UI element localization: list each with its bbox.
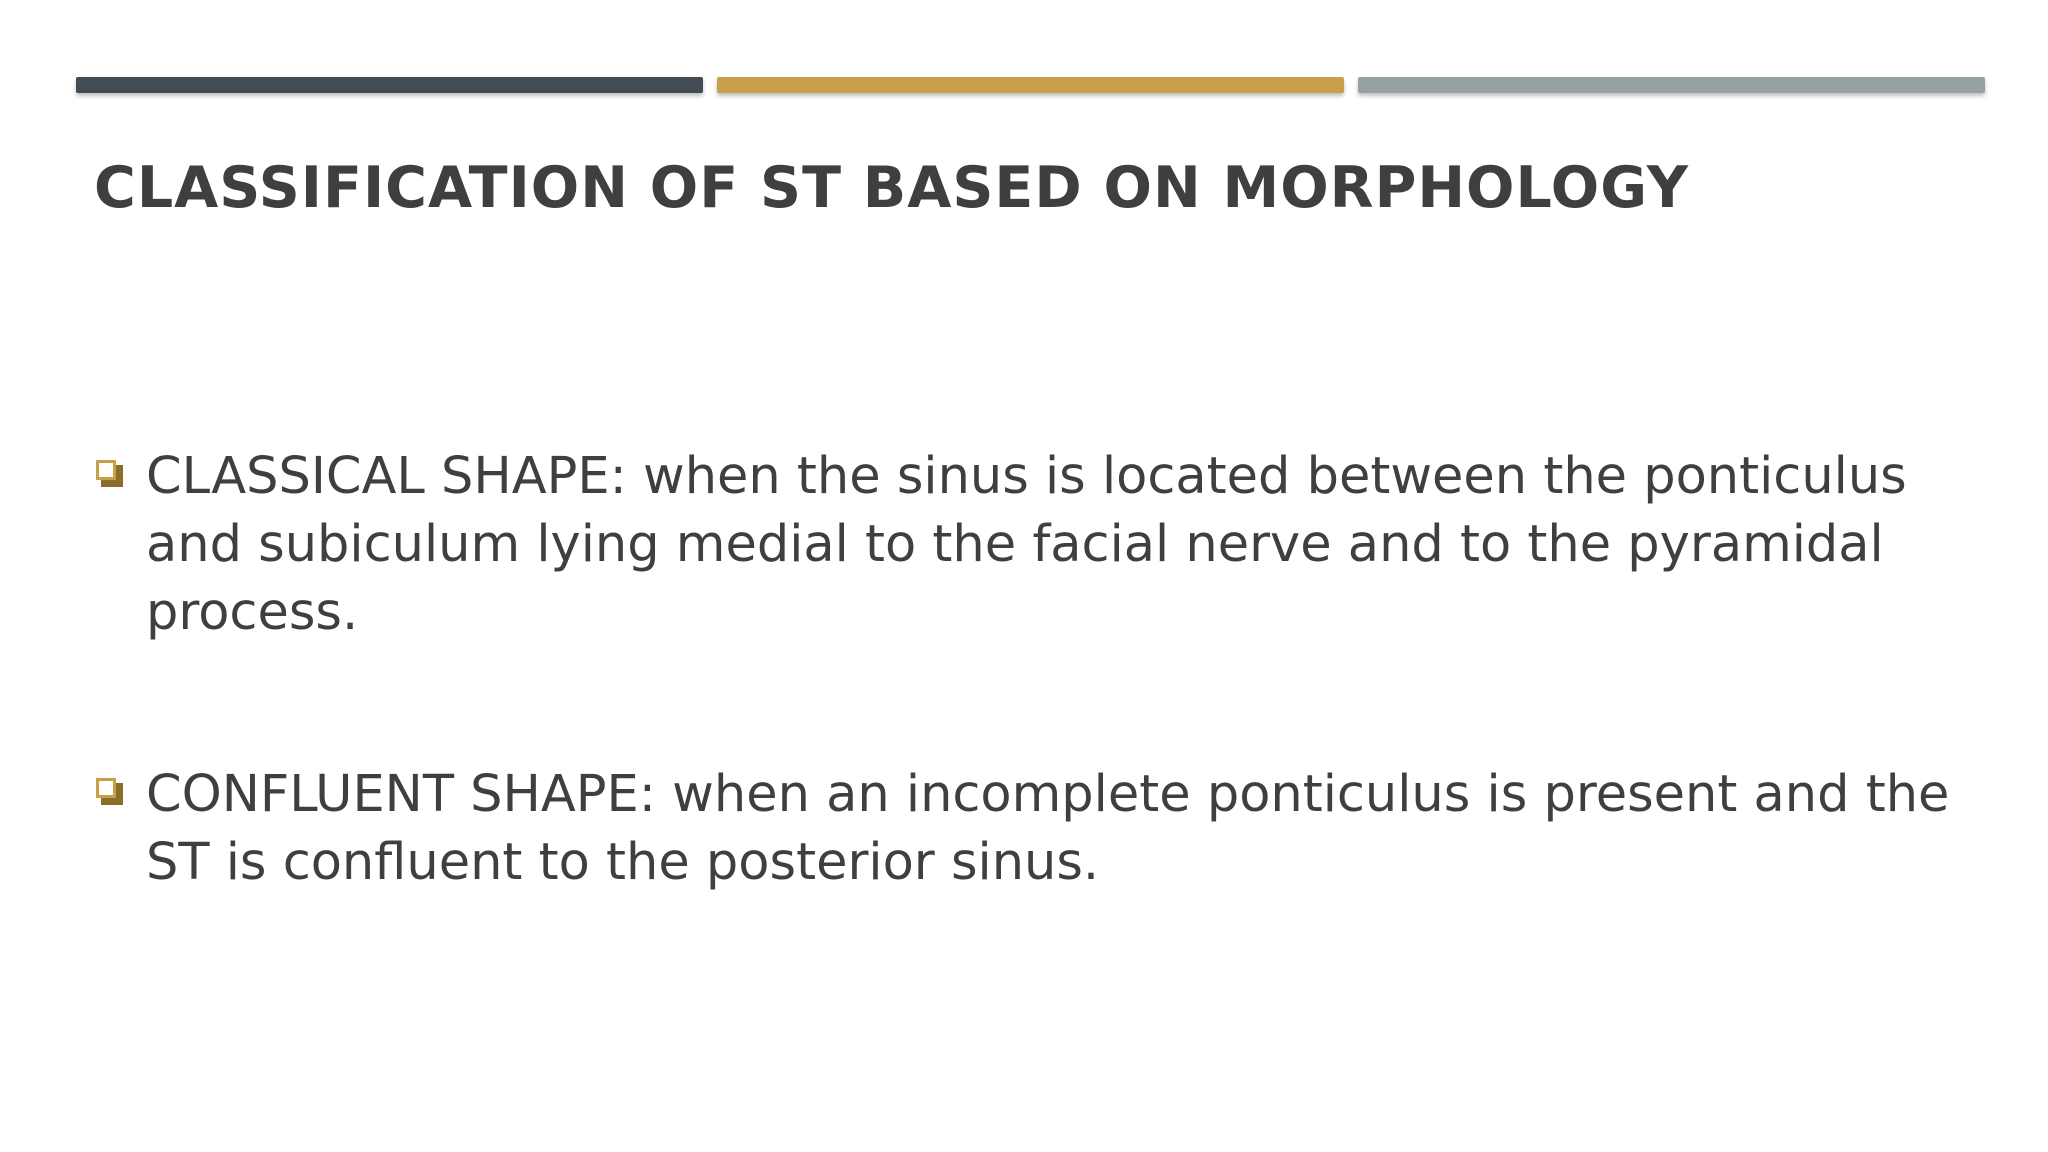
bullet-text: CLASSICAL SHAPE: when the sinus is located between the ponticulus and subiculum lying medial to the facial nerve and to the pyramidal process.	[146, 447, 1907, 642]
bullet-item-confluent-shape	[96, 761, 1996, 897]
bullet-item-classical-shape	[96, 443, 1996, 647]
accent-bar-dark	[76, 77, 703, 93]
bullet-text: CONFLUENT SHAPE: when an incomplete ponticulus is present and the ST is confluent to the posterior sinus.	[146, 765, 1950, 892]
checkbox-bullet-icon	[96, 778, 126, 808]
accent-bar-gray	[1358, 77, 1985, 93]
checkbox-bullet-icon	[96, 460, 126, 490]
slide-title: CLASSIFICATION OF ST BASED ON MORPHOLOGY	[94, 155, 1690, 221]
bullet-list	[96, 443, 1996, 897]
accent-bar-gold	[717, 77, 1344, 93]
